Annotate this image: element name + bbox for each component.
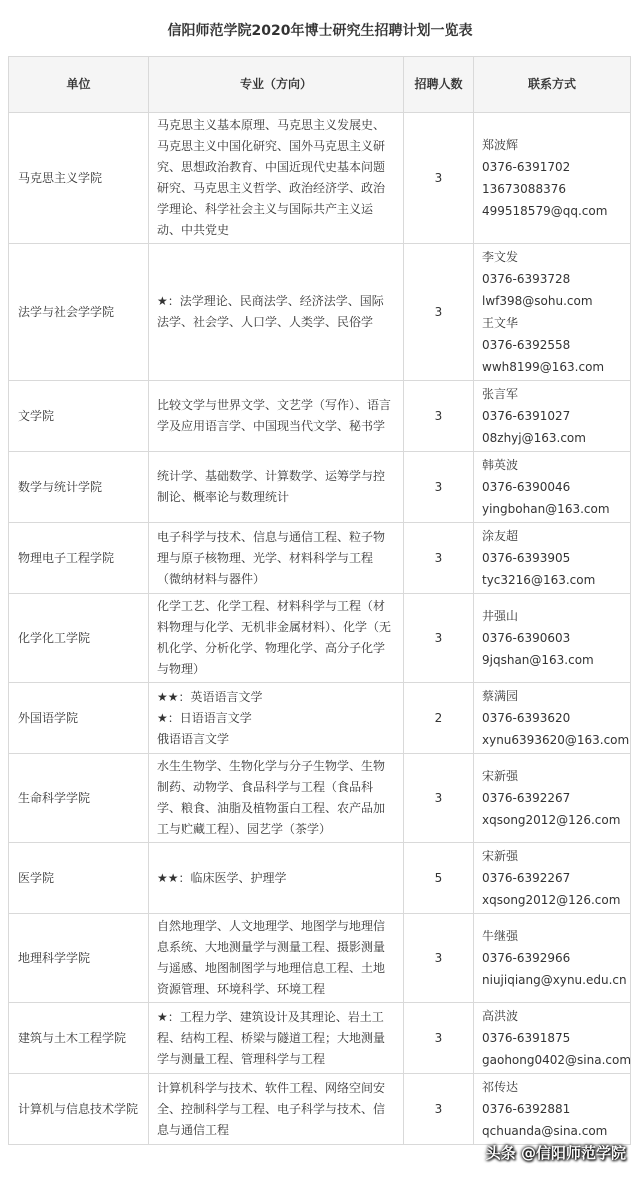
major-line: ★：日语语言文学 (157, 710, 252, 725)
cell-unit: 文学院 (9, 381, 149, 452)
cell-unit: 数学与统计学院 (9, 452, 149, 523)
contact-line: 牛继强 (482, 929, 519, 943)
table-row (9, 452, 631, 523)
cell-count: 3 (404, 594, 474, 683)
cell-count: 3 (404, 381, 474, 452)
contact-line: 0376-6391875 (482, 1031, 571, 1045)
cell-major: 统计学、基础数学、计算数学、运筹学与控制论、概率论与数理统计 (149, 452, 404, 523)
cell-unit: 计算机与信息技术学院 (9, 1074, 149, 1145)
cell-unit: 化学化工学院 (9, 594, 149, 683)
contact-line: 0376-6391702 (482, 160, 571, 174)
table-header-row (9, 57, 631, 113)
contact-line: xynu6393620@163.com (482, 733, 630, 747)
cell-contact (474, 523, 631, 594)
cell-contact (474, 843, 631, 914)
cell-count: 3 (404, 523, 474, 594)
cell-major: 电子科学与技术、信息与通信工程、粒子物理与原子核物理、光学、材料科学与工程（微纳材料与器件） (149, 523, 404, 594)
contact-line: gaohong0402@sina.com (482, 1053, 632, 1067)
table-row (9, 113, 631, 244)
table-row (9, 914, 631, 1003)
cell-count: 3 (404, 244, 474, 381)
major-line: 俄语语言文学 (157, 731, 230, 746)
contact-line: 0376-6393905 (482, 551, 571, 565)
table-row (9, 381, 631, 452)
cell-contact (474, 381, 631, 452)
contact-line: wwh8199@163.com (482, 360, 605, 374)
contact-line: 0376-6391027 (482, 409, 571, 423)
cell-count: 3 (404, 1074, 474, 1145)
contact-line: 郑波辉 (482, 138, 519, 152)
recruitment-table (8, 56, 631, 1145)
table-row (9, 1003, 631, 1074)
contact-line: 韩英波 (482, 458, 519, 472)
contact-line: 0376-6393728 (482, 272, 571, 286)
cell-contact (474, 1003, 631, 1074)
cell-major: 计算机科学与技术、软件工程、网络空间安全、控制科学与工程、电子科学与技术、信息与通信工程 (149, 1074, 404, 1145)
page-title: 信阳师范学院2020年博士研究生招聘计划一览表 (167, 23, 473, 39)
cell-major: ★★：临床医学、护理学 (149, 843, 404, 914)
contact-line: 13673088376 (482, 182, 566, 196)
header-unit: 单位 (9, 57, 149, 113)
watermark: 头条 @信阳师范学院 (485, 1144, 626, 1162)
cell-major: ★：工程力学、建筑设计及其理论、岩土工程、结构工程、桥梁与隧道工程；大地测量学与测量工程、管理科学与工程 (149, 1003, 404, 1074)
cell-major: ★：法学理论、民商法学、经济法学、国际法学、社会学、人口学、人类学、民俗学 (149, 244, 404, 381)
cell-major: 比较文学与世界文学、文艺学（写作）、语言学及应用语言学、中国现当代文学、秘书学 (149, 381, 404, 452)
table-row (9, 683, 631, 754)
major-line: ★★：英语语言文学 (157, 689, 263, 704)
cell-unit: 生命科学学院 (9, 754, 149, 843)
table-row (9, 843, 631, 914)
cell-unit: 建筑与土木工程学院 (9, 1003, 149, 1074)
cell-count: 3 (404, 1003, 474, 1074)
contact-line: tyc3216@163.com (482, 573, 596, 587)
table-row (9, 244, 631, 381)
contact-line: 9jqshan@163.com (482, 653, 594, 667)
contact-line: 高洪波 (482, 1009, 519, 1023)
contact-line: lwf398@sohu.com (482, 294, 593, 308)
contact-line: 0376-6392966 (482, 951, 571, 965)
contact-line: 祁传达 (482, 1080, 519, 1094)
contact-line: 蔡满园 (482, 689, 519, 703)
contact-line: 井强山 (482, 609, 519, 623)
contact-line: qchuanda@sina.com (482, 1124, 608, 1138)
cell-count: 5 (404, 843, 474, 914)
contact-line: 张言军 (482, 387, 519, 401)
table-row (9, 594, 631, 683)
table-row (9, 523, 631, 594)
cell-unit: 法学与社会学学院 (9, 244, 149, 381)
cell-contact (474, 113, 631, 244)
header-major: 专业（方向） (149, 57, 404, 113)
table-row (9, 754, 631, 843)
cell-unit: 物理电子工程学院 (9, 523, 149, 594)
cell-count: 3 (404, 914, 474, 1003)
contact-line: xqsong2012@126.com (482, 893, 621, 907)
contact-line: 宋新强 (482, 769, 519, 783)
contact-line: 王文华 (482, 316, 519, 330)
contact-line: 涂友超 (482, 529, 519, 543)
header-count: 招聘人数 (404, 57, 474, 113)
contact-line: 0376-6390603 (482, 631, 571, 645)
contact-line: xqsong2012@126.com (482, 813, 621, 827)
header-contact: 联系方式 (474, 57, 631, 113)
cell-unit: 医学院 (9, 843, 149, 914)
contact-line: 499518579@qq.com (482, 204, 608, 218)
cell-major: 自然地理学、人文地理学、地图学与地理信息系统、大地测量学与测量工程、摄影测量与遥感、地图制图学与地理信息工程、土地资源管理、环境科学、环境工程 (149, 914, 404, 1003)
cell-unit: 外国语学院 (9, 683, 149, 754)
cell-major (149, 683, 404, 754)
cell-contact (474, 1074, 631, 1145)
contact-line: 0376-6392881 (482, 1102, 571, 1116)
cell-contact (474, 914, 631, 1003)
cell-count: 3 (404, 754, 474, 843)
cell-count: 2 (404, 683, 474, 754)
cell-major: 水生生物学、生物化学与分子生物学、生物制药、动物学、食品科学与工程（食品科学、粮食、油脂及植物蛋白工程、农产品加工与贮藏工程）、园艺学（茶学） (149, 754, 404, 843)
contact-line: 宋新强 (482, 849, 519, 863)
cell-contact (474, 594, 631, 683)
contact-line: 李文发 (482, 250, 519, 264)
contact-line: 0376-6392558 (482, 338, 571, 352)
cell-contact (474, 754, 631, 843)
cell-unit: 马克思主义学院 (9, 113, 149, 244)
cell-contact (474, 244, 631, 381)
cell-contact (474, 683, 631, 754)
table-row (9, 1074, 631, 1145)
cell-contact (474, 452, 631, 523)
contact-line: 08zhyj@163.com (482, 431, 586, 445)
contact-line: 0376-6390046 (482, 480, 571, 494)
contact-line: yingbohan@163.com (482, 502, 610, 516)
cell-major: 化学工艺、化学工程、材料科学与工程（材料物理与化学、无机非金属材料）、化学（无机化学、分析化学、物理化学、高分子化学与物理） (149, 594, 404, 683)
contact-line: 0376-6392267 (482, 791, 571, 805)
cell-count: 3 (404, 452, 474, 523)
contact-line: niujiqiang@xynu.edu.cn (482, 973, 627, 987)
contact-line: 0376-6392267 (482, 871, 571, 885)
cell-major: 马克思主义基本原理、马克思主义发展史、马克思主义中国化研究、国外马克思主义研究、思想政治教育、中国近现代史基本问题研究、马克思主义哲学、政治经济学、政治学理论、科学社会主义与国际共产主义运动、中共党史 (149, 113, 404, 244)
contact-line: 0376-6393620 (482, 711, 571, 725)
cell-count: 3 (404, 113, 474, 244)
cell-unit: 地理科学学院 (9, 914, 149, 1003)
